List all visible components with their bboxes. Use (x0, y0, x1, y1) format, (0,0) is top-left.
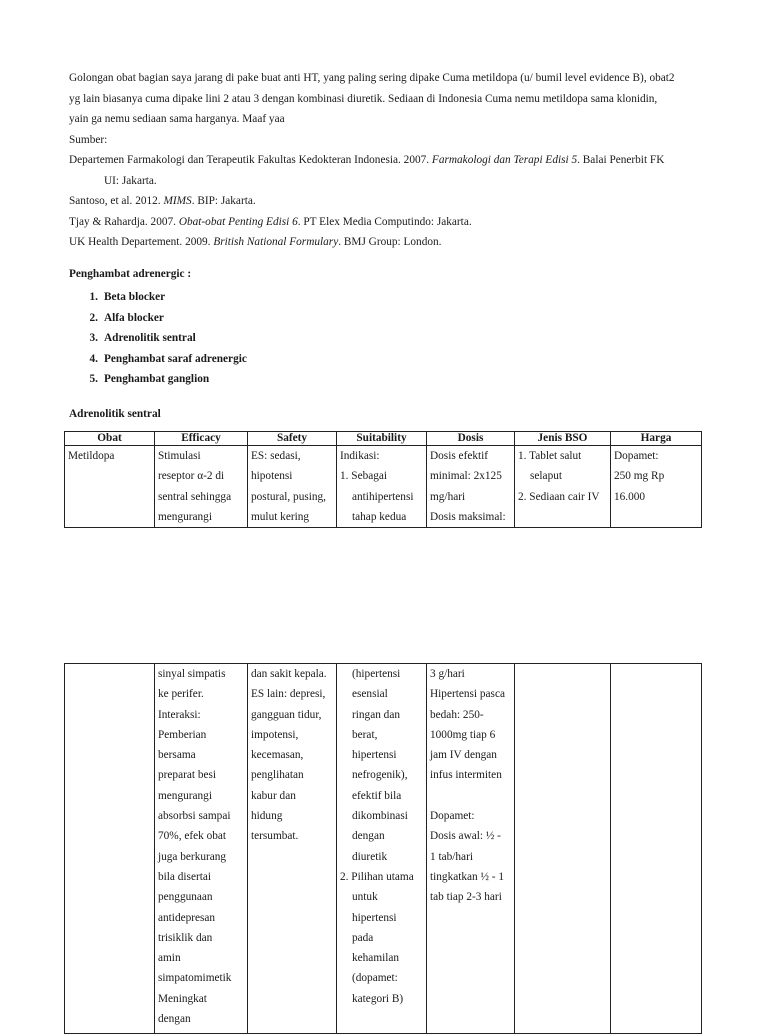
cell-line: Metildopa (68, 450, 115, 462)
cell-line: tersumbat. (251, 830, 299, 843)
cell-line: tab tiap 2-3 hari (430, 891, 502, 904)
cell-line: nefrogenik), (352, 769, 408, 782)
cell-line: mengurangi (158, 789, 212, 802)
cell-line: ke perifer. (158, 688, 204, 701)
source-3-title: Obat-obat Penting Edisi 6 (178, 215, 298, 228)
cell-line: 1. Tablet salut (518, 450, 582, 462)
cell-line: Pemberian (158, 728, 207, 741)
cell-line: 70%, efek obat (158, 830, 227, 843)
cell-obat (65, 446, 155, 528)
cell-line: efektif bila (352, 789, 402, 802)
cell-line: sinyal simpatis (158, 668, 226, 680)
cell-line: penggunaan (158, 891, 213, 904)
list-label: Penghambat saraf adrenergic (104, 352, 247, 365)
header-efficacy: Efficacy (155, 432, 248, 446)
list-label: Beta blocker (104, 291, 166, 303)
cell-line: diuretik (352, 850, 388, 863)
cell-line: 1000mg tiap 6 (430, 728, 496, 741)
header-suitability: Suitability (337, 432, 427, 446)
cell-harga (611, 446, 702, 528)
list-label: Adrenolitik sentral (104, 332, 196, 344)
header-harga: Harga (611, 432, 702, 446)
source-4-text: UK Health Departement. 2009. (69, 236, 214, 248)
cell-line: antihipertensi (352, 490, 414, 503)
header-safety: Safety (248, 432, 337, 446)
cell-obat (65, 664, 155, 1034)
source-1-title: Farmakologi dan Terapi Edisi 5 (431, 154, 578, 166)
cell-line: kecemasan, (251, 749, 304, 762)
cell-line: Dosis awal: ½ - (430, 830, 501, 843)
cell-line: mengurangi (158, 510, 212, 523)
cell-line: bila disertai (158, 870, 212, 883)
cell-line: tingkatkan ½ - 1 (430, 870, 505, 883)
cell-line: ES lain: depresi, (251, 688, 326, 701)
drug-table-part-1 (64, 431, 702, 528)
cell-line: pada (352, 931, 374, 944)
cell-line: hipertensi (352, 911, 397, 924)
cell-line: (hipertensi (352, 668, 401, 680)
cell-line: kategori B) (352, 992, 404, 1005)
cell-line: jam IV dengan (430, 749, 497, 762)
cell-line: gangguan tidur, (251, 708, 322, 721)
cell-line: Stimulasi (158, 450, 201, 462)
cell-line: Indikasi: (340, 450, 380, 462)
list-number: 1. (89, 291, 98, 303)
cell-jenis-bso (515, 664, 611, 1034)
cell-line: 2. Pilihan utama (340, 870, 414, 883)
intro-line-2: yg lain biasanya cuma dipake lini 2 atau 3 dengan kombinasi diuretik. Sediaan di Indonesia Cuma nemu metildopa sama klonidin, (69, 92, 658, 105)
list-number: 5. (89, 373, 98, 385)
list-item (69, 349, 247, 370)
source-4 (69, 232, 709, 253)
list-item (69, 287, 247, 308)
header-obat: Obat (65, 432, 155, 446)
cell-line: dikombinasi (352, 810, 408, 823)
list-label: Alfa blocker (104, 311, 164, 324)
cell-efficacy (155, 664, 248, 1034)
cell-line: 2. Sediaan cair IV (518, 490, 600, 503)
sumber-label: Sumber: (69, 133, 108, 146)
source-4-publisher: . BMJ Group: London. (338, 236, 442, 248)
source-list (69, 150, 709, 253)
header-dosis: Dosis (427, 432, 515, 446)
cell-jenis-bso (515, 446, 611, 528)
table-header-row (65, 432, 702, 446)
source-1-publisher: . Balai Penerbit FK (577, 154, 665, 166)
source-4-title: British National Formulary (213, 236, 339, 248)
cell-line: reseptor α-2 di (158, 470, 225, 483)
intro-line-3: yain ga nemu sediaan sama harganya. Maaf yaa (69, 113, 285, 125)
cell-line: untuk (352, 891, 378, 904)
cell-line: impotensi, (251, 728, 299, 741)
section-heading: Adrenolitik sentral (69, 408, 161, 420)
cell-line: minimal: 2x125 (430, 470, 502, 483)
cell-line: dan sakit kepala. (251, 668, 327, 680)
list-label: Penghambat ganglion (104, 373, 210, 385)
cell-line: 1 tab/hari (430, 850, 473, 863)
cell-line: Dopamet: (430, 810, 475, 823)
cell-line: ES: sedasi, (251, 450, 301, 462)
cell-line: Dosis efektif (430, 450, 489, 462)
cell-line: mg/hari (430, 490, 466, 503)
source-2 (69, 191, 709, 212)
cell-line: kabur dan (251, 789, 296, 802)
list-number: 2. (89, 311, 98, 324)
cell-safety (248, 446, 337, 528)
list-item (69, 369, 247, 390)
cell-line: berat, (352, 728, 378, 741)
cell-line: absorbsi sampai (158, 810, 231, 823)
cell-line: juga berkurang (158, 850, 227, 863)
cell-suitability (337, 446, 427, 528)
cell-line: kehamilan (352, 952, 400, 965)
cell-line: 1. Sebagai (340, 470, 388, 483)
source-3 (69, 212, 709, 233)
source-2-text: Santoso, et al. 2012. (69, 195, 164, 207)
cell-line: Dosis maksimal: (430, 510, 506, 523)
cell-efficacy (155, 446, 248, 528)
source-2-title: MIMS (163, 195, 192, 207)
cell-line: antidepresan (158, 911, 216, 924)
cell-line: bedah: 250- (430, 708, 484, 721)
cell-line: Dopamet: (614, 450, 659, 462)
cell-line: sentral sehingga (158, 490, 232, 503)
cell-line: tahap kedua (352, 510, 407, 523)
cell-line: hipertensi (352, 749, 397, 762)
table-row (65, 664, 702, 1034)
cell-line: postural, pusing, (251, 490, 326, 503)
source-3-text: Tjay & Rahardja. 2007. (69, 215, 179, 228)
list-number: 4. (89, 352, 98, 365)
adrenergic-heading: Penghambat adrenergic : (69, 268, 192, 280)
cell-line: amin (158, 952, 181, 965)
cell-harga (611, 664, 702, 1034)
cell-line: ringan dan (352, 708, 400, 721)
list-item (69, 308, 247, 329)
cell-line: penglihatan (251, 769, 304, 782)
cell-line: Interaksi: (158, 708, 201, 721)
cell-line: bersama (158, 749, 196, 762)
cell-line: 250 mg Rp (614, 470, 665, 483)
cell-dosis (427, 446, 515, 528)
source-2-publisher: . BIP: Jakarta. (191, 195, 256, 207)
cell-line: preparat besi (158, 769, 217, 782)
drug-table-part-2 (64, 663, 702, 1034)
cell-line: dengan (158, 1013, 191, 1026)
source-1-continuation: UI: Jakarta. (104, 174, 157, 187)
cell-line: selaput (530, 470, 562, 483)
cell-line: 16.000 (614, 490, 646, 503)
list-item (69, 328, 247, 349)
cell-line: trisiklik dan (158, 931, 213, 944)
cell-line: hipotensi (251, 470, 293, 483)
cell-line: dengan (352, 830, 385, 843)
cell-line: Meningkat (158, 992, 207, 1005)
source-3-publisher: . PT Elex Media Computindo: Jakarta. (297, 215, 472, 228)
source-1 (69, 150, 709, 171)
cell-dosis (427, 664, 515, 1034)
intro-line-1: Golongan obat bagian saya jarang di pake buat anti HT, yang paling sering dipake Cuma metildopa (u/ bumil level evidence B), obat2 (69, 72, 675, 84)
cell-line: 3 g/hari (430, 668, 465, 680)
intro-paragraph (69, 68, 709, 150)
cell-line: esensial (352, 688, 388, 701)
table-row (65, 446, 702, 528)
adrenergic-list (69, 287, 247, 390)
cell-line: simpatomimetik (158, 972, 232, 985)
cell-line-blank (430, 786, 511, 806)
cell-line: (dopamet: (352, 972, 398, 985)
header-jenis-bso: Jenis BSO (515, 432, 611, 446)
cell-line: mulut kering (251, 510, 310, 523)
cell-line: infus intermiten (430, 769, 502, 782)
source-1-text: Departemen Farmakologi dan Terapeutik Fakultas Kedokteran Indonesia. 2007. (69, 154, 432, 166)
list-number: 3. (89, 332, 98, 344)
cell-line: Hipertensi pasca (430, 688, 505, 701)
cell-suitability (337, 664, 427, 1034)
cell-safety (248, 664, 337, 1034)
cell-line: hidung (251, 810, 283, 823)
